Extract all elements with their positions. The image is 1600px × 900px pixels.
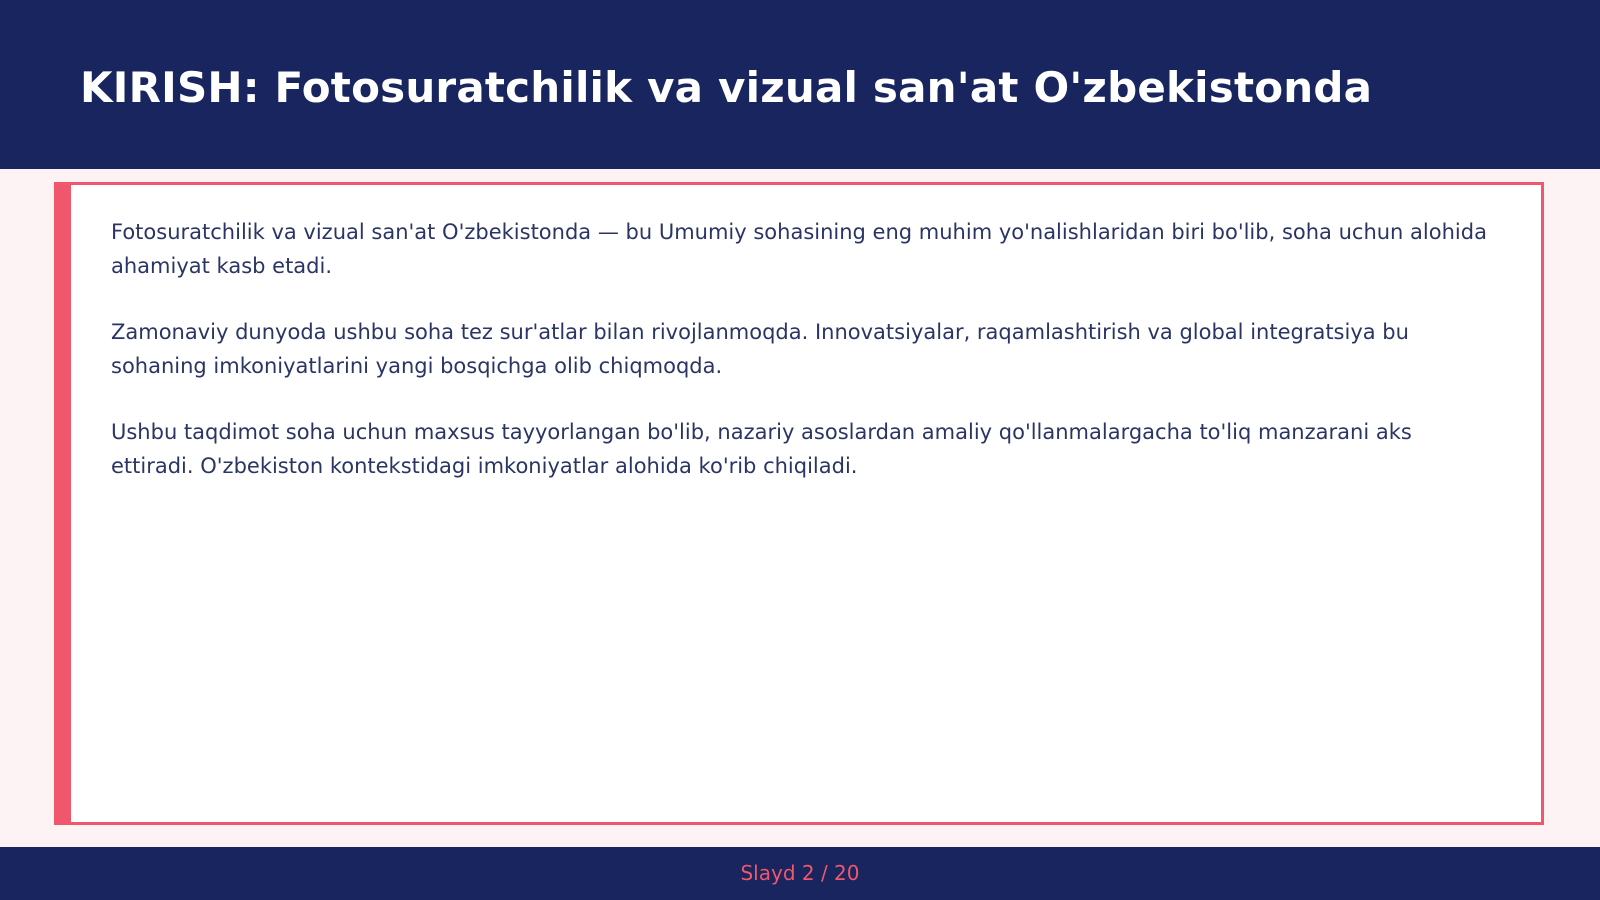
paragraph-intro: Fotosuratchilik va vizual san'at O'zbekistonda — bu Umumiy sohasining eng muhim yo'nalishlaridan biri bo'lib, soha uchun alohida ahamiyat kasb etadi. — [111, 220, 1487, 278]
slide-title: KIRISH: Fotosuratchilik va vizual san'at O'zbekistonda — [80, 63, 1373, 112]
paragraph-development: Zamonaviy dunyoda ushbu soha tez sur'atlar bilan rivojlanmoqda. Innovatsiyalar, raqamlashtirish va global integratsiya bu sohaning imkoniyatlarini yangi bosqichga olib chiqmoqda. — [111, 320, 1409, 378]
slide-header — [0, 0, 1600, 169]
paragraph-presentation: Ushbu taqdimot soha uchun maxsus tayyorlangan bo'lib, nazariy asoslardan amaliy qo'llanmalargacha to'liq manzarani aks ettiradi. O'zbekiston kontekstidagi imkoniyatlar alohida ko'rib chiqiladi. — [111, 420, 1412, 478]
slide-number: Slayd 2 / 20 — [740, 861, 860, 885]
content-box — [54, 182, 1544, 825]
slide-footer — [0, 847, 1600, 900]
body-text — [111, 215, 1491, 515]
